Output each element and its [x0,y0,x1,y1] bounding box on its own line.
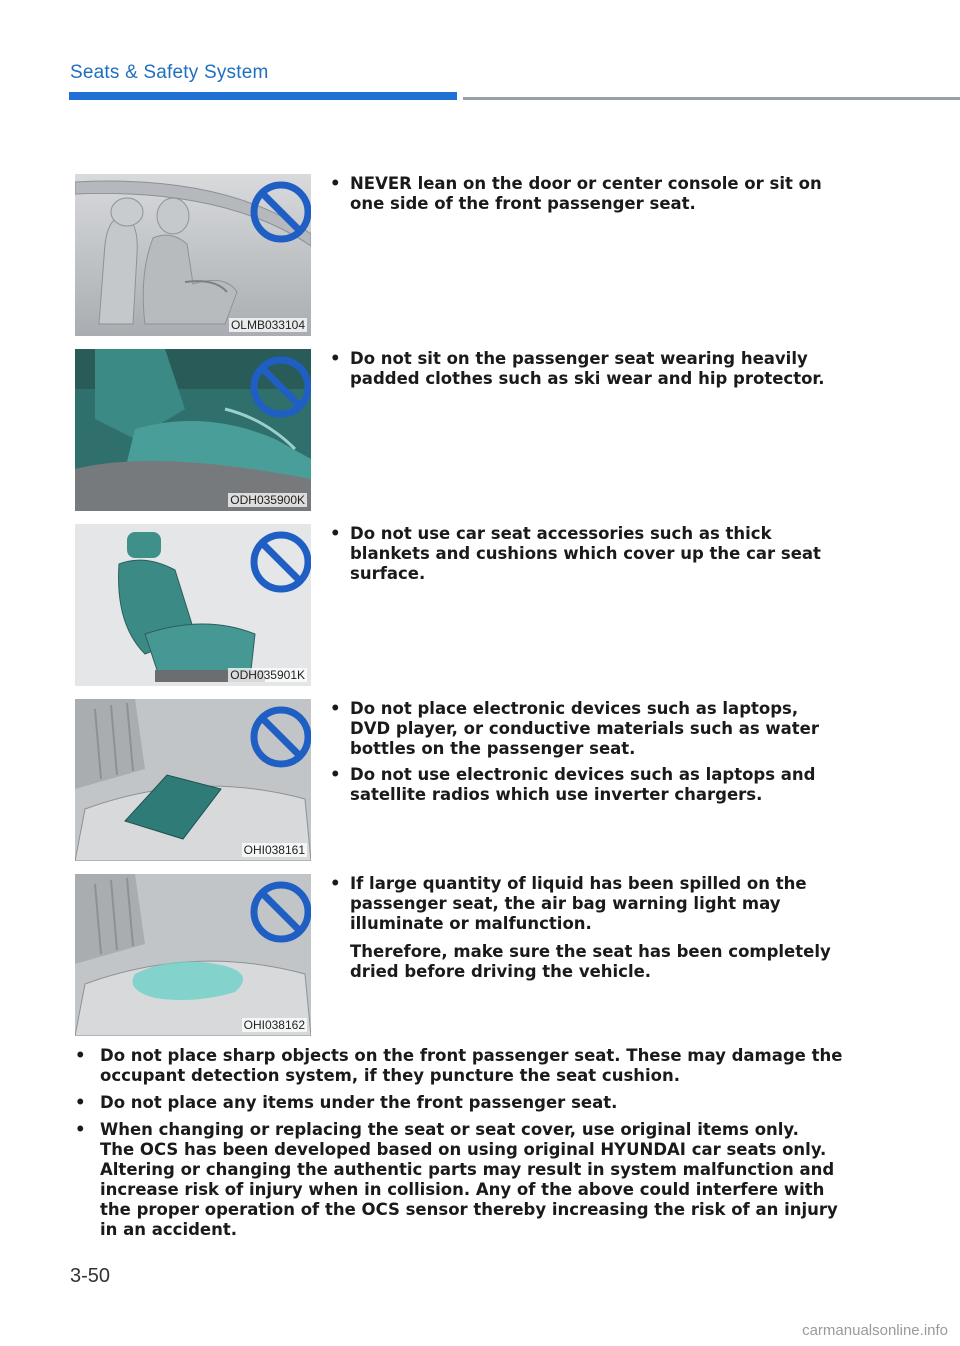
figure-spilled-liquid [75,874,311,1036]
warning-row [75,524,875,686]
header-rule-gray [463,97,960,100]
figure-padded-clothes [75,349,311,511]
warning-bullets [330,699,840,811]
warning-bullet: • NEVER lean on the door or center console or sit on one side of the front passenger seat. [330,174,840,214]
page-number: 3-50 [70,1265,111,1287]
general-bullet [75,1093,845,1113]
prohibition-sign-icon [249,705,311,769]
warning-bullet: • Do not use car seat accessories such as thick blankets and cushions which cover up the car seat surface. [330,524,840,584]
header-rule-blue [69,92,457,100]
bullet-line: • Do not place sharp objects on the front passenger seat. These may damage the occupant detection system, if they puncture the seat cushion. [100,1046,843,1085]
general-bullets [75,1046,845,1247]
general-bullet [75,1046,845,1086]
figure-code: OHI038161 [243,843,305,857]
warning-text: If large quantity of liquid has been spilled on the passenger seat, the air bag warning light may illuminate or malfunction. [350,874,807,933]
warning-bullets [330,874,840,988]
figure-seat-cover [75,524,311,686]
warning-bullet: • Do not place electronic devices such as laptops, DVD player, or conductive materials such as water bottles on the passenger seat. [330,699,840,759]
watermark: carmanualsonline.info [802,1322,948,1339]
warning-row [75,174,875,336]
warning-row [75,349,875,511]
figure-leaning-passenger [75,174,311,336]
warning-bullets [330,349,840,395]
prohibition-sign-icon [249,180,311,244]
figure-code: ODH035900K [230,493,305,507]
warning-bullet: • Do not use electronic devices such as laptops and satellite radios which use inverter chargers. [330,765,840,805]
bullet-line: The OCS has been developed based on using original HYUNDAI car seats only. Altering or changing the authentic parts may result in system malfunction and increase risk of injury when in collision. Any of the above could interfere with the proper operation of the OCS sensor thereby increasing the risk of an injury in an accident. [100,1140,838,1239]
warning-followup: Therefore, make sure the seat has been completely dried before driving the vehicle. [350,942,831,981]
prohibition-sign-icon [249,880,311,944]
warning-row [75,874,875,1036]
warning-bullets [330,524,840,590]
warning-bullet: • Do not sit on the passenger seat wearing heavily padded clothes such as ski wear and hip protector. [330,349,840,389]
general-bullet [75,1120,845,1240]
figure-code: OHI038162 [243,1018,305,1032]
figure-code: OLMB033104 [230,318,305,332]
bullet-line: • Do not place any items under the front passenger seat. [100,1093,618,1112]
figure-laptop-on-seat [75,699,311,861]
figure-code: ODH035901K [230,668,305,682]
warning-bullets [330,174,840,220]
warning-row [75,699,875,861]
warning-bullet [330,874,840,982]
section-title: Seats & Safety System [70,62,269,83]
bullet-line: • When changing or replacing the seat or seat cover, use original items only. [100,1120,799,1139]
prohibition-sign-icon [249,355,311,419]
prohibition-sign-icon [249,530,311,594]
